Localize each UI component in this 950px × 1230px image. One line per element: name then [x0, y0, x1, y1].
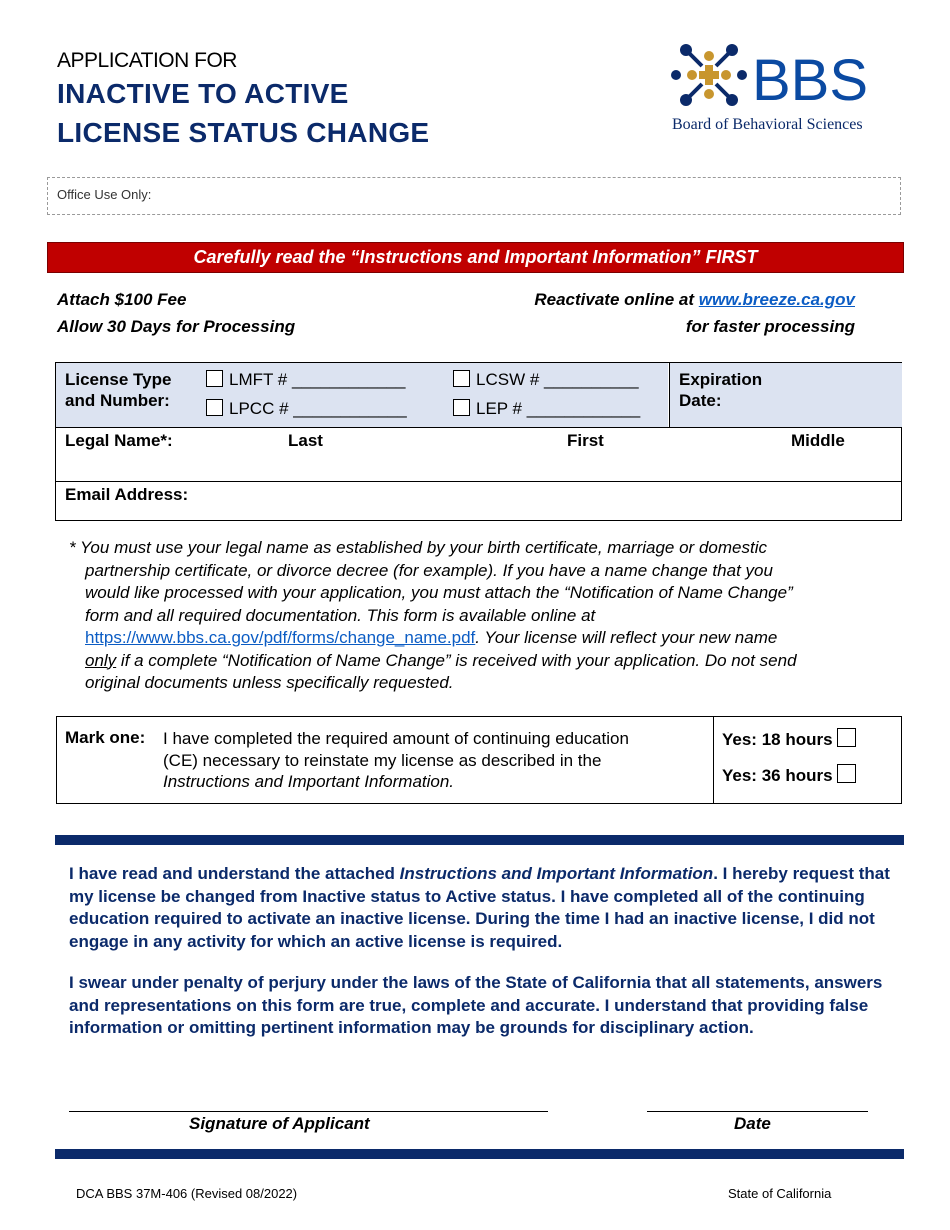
lcsw-checkbox[interactable] [453, 370, 470, 387]
lpcc-label: LPCC # ____________ [229, 399, 407, 418]
note-line: form and all required documentation. This form is available online at [85, 605, 596, 625]
faster-processing-text: for faster processing [685, 317, 855, 336]
expiration-label-1: Expiration [679, 370, 763, 389]
processing-text: Allow 30 Days for Processing [57, 317, 296, 336]
declaration-paragraph-1 [69, 863, 899, 953]
signature-line[interactable] [69, 1111, 548, 1112]
row-divider [56, 427, 901, 428]
yes-18-checkbox[interactable] [837, 728, 856, 747]
fee-text: Attach $100 Fee [57, 290, 187, 309]
lcsw-label: LCSW # __________ [476, 370, 639, 389]
section-bar-bottom [55, 1149, 904, 1159]
declaration-paragraph-2: I swear under penalty of perjury under the laws of the State of California that all statements, answers and representations on this form are true, complete and accurate. I understand that providing false information or omitting pertinent information may be grounds for disciplinary action. [69, 973, 883, 1037]
instructions-banner: Carefully read the “Instructions and Important Information” FIRST [47, 242, 904, 273]
signature-label: Signature of Applicant [189, 1114, 370, 1133]
date-label: Date [734, 1114, 771, 1133]
first-name-label: First [567, 431, 604, 450]
mark-one-label: Mark one: [65, 728, 146, 747]
lmft-label: LMFT # ____________ [229, 370, 406, 389]
mark-one-box [56, 716, 902, 804]
change-name-link[interactable]: https://www.bbs.ca.gov/pdf/forms/change_name.pdf [85, 628, 476, 647]
ce-statement [163, 728, 629, 793]
decl-italic: Instructions and Important Information [399, 864, 714, 883]
page-title-line2: LICENSE STATUS CHANGE [57, 117, 430, 148]
option-lcsw[interactable] [453, 370, 639, 390]
middle-name-label: Middle [791, 431, 845, 450]
breeze-link[interactable]: www.breeze.ca.gov [698, 290, 855, 309]
reactivate-label: Reactivate online at [534, 290, 695, 309]
option-yes-36[interactable] [722, 764, 862, 786]
page-title-line1: INACTIVE TO ACTIVE [57, 78, 349, 109]
expiration-label-2: Date: [679, 391, 722, 410]
last-name-label: Last [288, 431, 323, 450]
option-lep[interactable] [453, 399, 640, 419]
license-type-label-1: License Type [65, 370, 172, 389]
note-line: * You must use your legal name as established by your birth certificate, marriage or domestic [69, 538, 767, 557]
ce-text-line: Instructions and Important Information. [163, 772, 455, 791]
ce-text-line: I have completed the required amount of continuing education [163, 729, 629, 748]
yes-18-label: Yes: 18 hours [722, 730, 833, 749]
note-line: would like processed with your application, you must attach the “Notification of Name Change” [85, 583, 793, 602]
state-label: State of California [728, 1186, 832, 1201]
legal-name-note [69, 537, 869, 695]
bbs-logo [670, 42, 906, 134]
only-text: only [85, 650, 117, 670]
decl-text: . I hereby request that my license be changed from Inactive status to Active status. I have completed all of the continuing education required to activate an inactive license. During the time I had an inactive license, I did not engage in any activity for which an active license is required. [69, 864, 890, 951]
lep-label: LEP # ____________ [476, 399, 641, 418]
application-for-label: APPLICATION FOR [57, 49, 237, 72]
form-id: DCA BBS 37M-406 (Revised 08/2022) [76, 1186, 298, 1201]
legal-name-label: Legal Name*: [65, 431, 173, 450]
note-line: partnership certificate, or divorce decree (for example). If you have a name change that you [85, 560, 773, 580]
section-bar-top [55, 835, 904, 845]
reactivate-text [534, 290, 855, 310]
column-divider [713, 717, 714, 803]
option-lmft[interactable] [206, 370, 405, 390]
lmft-checkbox[interactable] [206, 370, 223, 387]
note-line-link [69, 627, 869, 650]
ce-text-line: (CE) necessary to reinstate my license as described in the [163, 750, 602, 770]
decl-text: I have read and understand the attached [69, 864, 400, 883]
email-label: Email Address: [65, 485, 189, 504]
lpcc-checkbox[interactable] [206, 399, 223, 416]
note-line [69, 650, 869, 673]
note-text: if a complete “Notification of Name Change” is received with your application. Do not send [116, 650, 797, 670]
option-lpcc[interactable] [206, 399, 407, 419]
note-line: original documents unless specifically requested. [85, 673, 454, 692]
row-divider [56, 481, 901, 482]
office-use-box [47, 177, 901, 215]
logo-subtitle: Board of Behavioral Sciences [672, 116, 863, 133]
license-info-table [55, 362, 902, 521]
office-use-label: Office Use Only: [57, 187, 152, 202]
option-yes-18[interactable] [722, 728, 862, 750]
logo-text: BBS [752, 48, 869, 113]
date-line[interactable] [647, 1111, 868, 1112]
lep-checkbox[interactable] [453, 399, 470, 416]
bbs-logo-icon [670, 42, 906, 134]
note-text: . Your license will reflect your new name [475, 628, 778, 647]
license-type-label-2: and Number: [65, 391, 170, 410]
yes-36-label: Yes: 36 hours [722, 766, 833, 785]
yes-36-checkbox[interactable] [837, 764, 856, 783]
